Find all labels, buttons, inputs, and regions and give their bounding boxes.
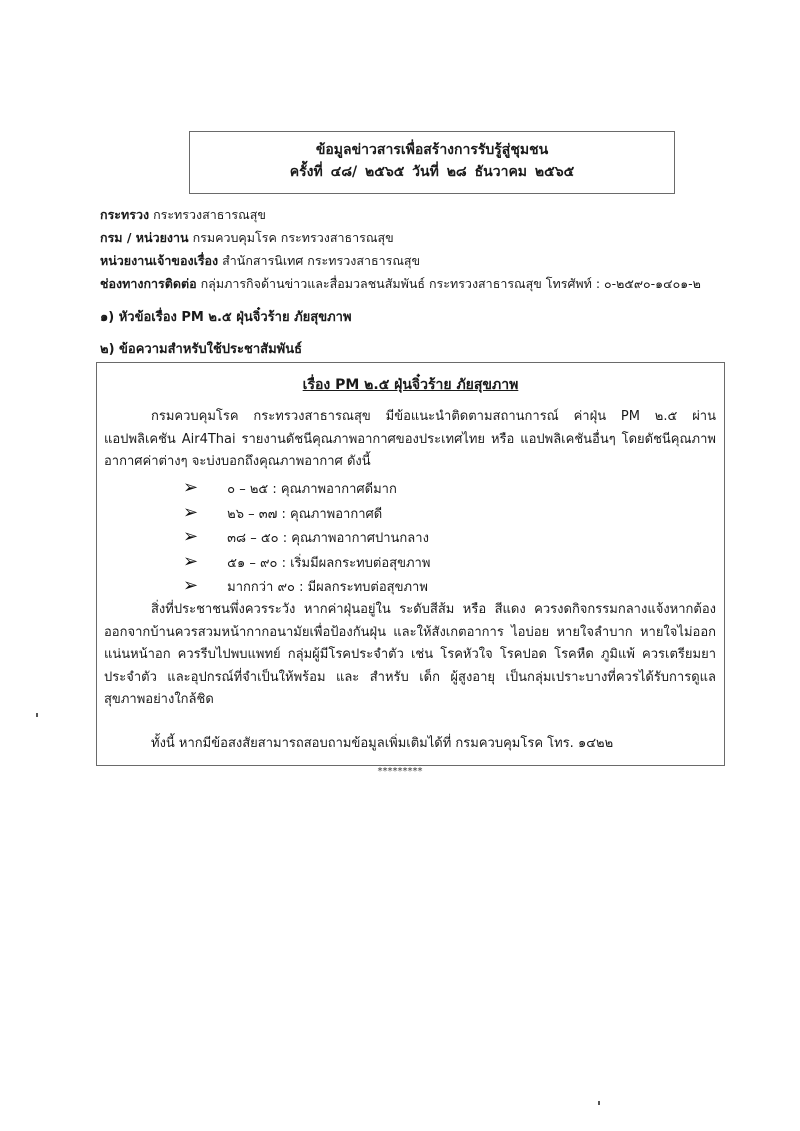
level-desc: คุณภาพอากาศปานกลาง bbox=[291, 531, 429, 546]
level-range: ๐ – ๒๕ bbox=[227, 482, 269, 497]
meta-label: กรม / หน่วยงาน bbox=[100, 230, 189, 245]
level-desc: เริ่มมีผลกระทบต่อสุขภาพ bbox=[290, 555, 431, 571]
advice-paragraph: สิ่งที่ประชาชนพึ่งควรระวัง หากค่าฝุ่นอยู่ใน ระดับสีส้ม หรือ สีแดง ควรงดกิจกรรมกลางแจ้งหากต้องออกจากบ้านควรสวมหน้ากากอนามัยเพื่อป้องกันฝุ่น และให้สังเกตอาการ ไอบ่อย หายใจลำบาก หายใจไม่ออก แน่นหน้าอก ควรรีบไปพบแพทย์ กลุ่มผู้มีโรคประจำตัว เช่น โรคหัวใจ โรคปอด โรคหืด ภูมิแพ้ ควรเตรียมยาประจำตัว และอุปกรณ์ที่จำเป็นให้พร้อม และ สำหรับ เด็ก ผู้สูงอายุ เป็นกลุ่มเปราะบางที่ควรได้รับการดูแลสุขภาพอย่างใกล้ชิด bbox=[104, 602, 716, 707]
section-topic: ๑) หัวข้อเรื่อง PM ๒.๕ ฝุ่นจิ๋วร้าย ภัยสุขภาพ bbox=[100, 310, 352, 325]
list-item: ➢ มากกว่า ๙๐ : มีผลกระทบต่อสุขภาพ bbox=[183, 574, 430, 599]
level-range: ๓๘ – ๕๐ bbox=[227, 531, 279, 546]
scan-speck bbox=[598, 1101, 600, 1105]
level-desc: คุณภาพอากาศดี bbox=[290, 506, 383, 522]
list-item: ➢ ๒๖ – ๓๗ : คุณภาพอากาศดี bbox=[183, 501, 430, 526]
level-desc: มีผลกระทบต่อสุขภาพ bbox=[307, 580, 428, 595]
meta-value: กรมควบคุมโรค กระทรวงสาธารณสุข bbox=[192, 230, 394, 245]
arrow-bullet-icon: ➢ bbox=[183, 526, 199, 547]
level-desc: คุณภาพอากาศดีมาก bbox=[280, 482, 397, 497]
meta-label: กระทรวง bbox=[100, 207, 150, 222]
arrow-bullet-icon: ➢ bbox=[183, 550, 199, 572]
meta-value: สำนักสารนิเทศ กระทรวงสาธารณสุข bbox=[222, 253, 421, 268]
arrow-bullet-icon: ➢ bbox=[183, 501, 199, 523]
list-item: ➢ ๐ – ๒๕ : คุณภาพอากาศดีมาก bbox=[183, 476, 430, 501]
section-message-heading: ๒) ข้อความสำหรับใช้ประชาสัมพันธ์ bbox=[100, 342, 303, 357]
level-range: ๒๖ – ๓๗ bbox=[227, 506, 278, 522]
meta-value: กลุ่มภารกิจด้านข่าวและสื่อมวลชนสัมพันธ์ กระทรวงสาธารณสุข โทรศัพท์ : ๐-๒๕๙๐-๑๔๐๑-๒ bbox=[200, 276, 701, 291]
meta-contact-channel bbox=[100, 276, 701, 292]
arrow-bullet-icon: ➢ bbox=[183, 575, 199, 596]
meta-label: ช่องทางการติดต่อ bbox=[100, 276, 197, 291]
list-item: ➢ ๕๑ – ๙๐ : เริ่มมีผลกระทบต่อสุขภาพ bbox=[183, 550, 430, 575]
end-mark: ********* bbox=[377, 766, 423, 777]
meta-label: หน่วยงานเจ้าของเรื่อง bbox=[100, 253, 219, 268]
air-quality-levels-list bbox=[183, 476, 430, 599]
scan-speck bbox=[36, 713, 38, 717]
list-item: ➢ ๓๘ – ๕๐ : คุณภาพอากาศปานกลาง bbox=[183, 525, 430, 550]
issue-line: ครั้งที่ ๔๘/ ๒๕๖๕ วันที่ ๒๘ ธันวาคม ๒๕๖๕ bbox=[289, 164, 575, 180]
message-box bbox=[96, 362, 725, 766]
intro-paragraph: กรมควบคุมโรค กระทรวงสาธารณสุข มีข้อแนะนำติดตามสถานการณ์ ค่าฝุ่น PM ๒.๕ ผ่านแอปพลิเคชัน Air4Thai รายงานดัชนีคุณภาพอากาศของประเทศไทย หรือ แอปพลิเคชันอื่นๆ โดยดัชนีคุณภาพอากาศค่าต่างๆ จะบ่งบอกถึงคุณภาพอากาศ ดังนี้ bbox=[104, 409, 716, 469]
document-title: ข้อมูลข่าวสารเพื่อสร้างการรับรู้สู่ชุมชน bbox=[315, 142, 549, 158]
message-title: เรื่อง PM ๒.๕ ฝุ่นจิ๋วร้าย ภัยสุขภาพ bbox=[302, 377, 519, 393]
meta-ministry bbox=[100, 207, 266, 223]
arrow-bullet-icon: ➢ bbox=[183, 477, 199, 498]
level-range: ๕๑ – ๙๐ bbox=[227, 555, 278, 571]
header-box bbox=[189, 131, 675, 194]
meta-value: กระทรวงสาธารณสุข bbox=[153, 207, 266, 222]
level-range: มากกว่า ๙๐ bbox=[227, 580, 295, 595]
meta-department bbox=[100, 230, 394, 246]
meta-owner-unit bbox=[100, 253, 420, 269]
contact-paragraph: ทั้งนี้ หากมีข้อสงสัยสามารถสอบถามข้อมูลเพิ่มเติมได้ที่ กรมควบคุมโรค โทร. ๑๔๒๒ bbox=[151, 736, 614, 751]
